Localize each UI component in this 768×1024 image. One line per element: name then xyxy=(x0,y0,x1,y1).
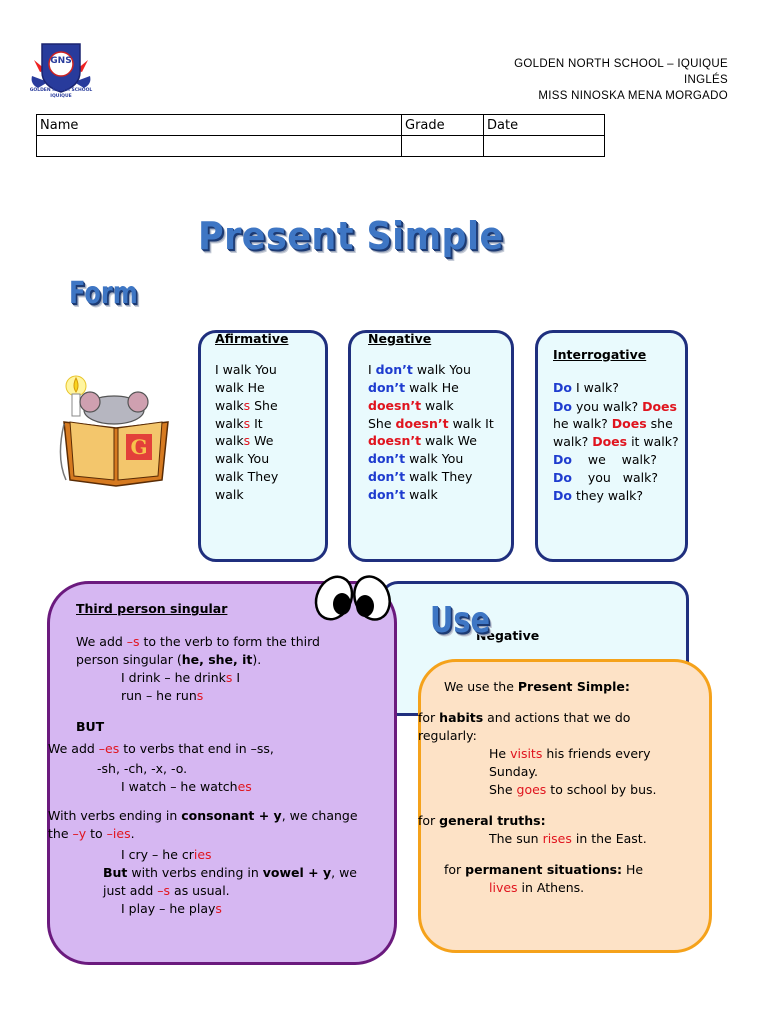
use-rule: for habits and actions that we do xyxy=(418,710,631,725)
svg-text:G: G xyxy=(130,435,148,459)
affirmative-line: walks She xyxy=(215,398,278,413)
use-heading: Use xyxy=(430,600,491,641)
affirmative-heading: Afirmative xyxy=(215,331,289,346)
use-rule: for permanent situations: He xyxy=(444,862,644,877)
negative-line: doesn’t walk xyxy=(368,398,454,413)
name-field[interactable] xyxy=(37,136,402,157)
example-text: I cry – he cries xyxy=(121,847,212,862)
use-example: Sunday. xyxy=(489,764,538,779)
example-text: I watch – he watches xyxy=(121,779,252,794)
school-logo xyxy=(26,38,96,106)
affirmative-line: walk You xyxy=(215,451,270,466)
cartoon-eyes-icon xyxy=(312,568,394,630)
interrogative-line: Do you walk? xyxy=(553,470,658,485)
affirmative-line: walk He xyxy=(215,380,265,395)
school-info xyxy=(514,56,728,104)
interrogative-line: Do you walk? Does xyxy=(553,399,677,414)
grade-field[interactable] xyxy=(402,136,484,157)
use-rule: regularly: xyxy=(418,728,477,743)
use-example: He visits his friends every xyxy=(489,746,651,761)
use-rule: for general truths: xyxy=(418,813,546,828)
use-intro: We use the Present Simple: xyxy=(444,679,630,694)
affirmative-line: walks We xyxy=(215,433,274,448)
example-text: I drink – he drinks I xyxy=(121,670,241,685)
negative-heading: Negative xyxy=(368,331,432,346)
page-title: Present Simple xyxy=(198,214,504,258)
date-field[interactable] xyxy=(484,136,605,157)
but-label: BUT xyxy=(76,719,105,734)
affirmative-line: I walk You xyxy=(215,362,277,377)
interrogative-heading: Interrogative xyxy=(553,347,647,362)
third-person-heading: Third person singular xyxy=(76,601,228,616)
rule-text: We add –es to verbs that end in –ss, xyxy=(48,741,274,756)
use-example: lives in Athens. xyxy=(489,880,585,895)
name-label: Name xyxy=(37,115,402,136)
rule-text: the –y to –ies. xyxy=(48,826,135,841)
affirmative-line: walk xyxy=(215,487,244,502)
use-example: She goes to school by bus. xyxy=(489,782,657,797)
rule-text: But with verbs ending in vowel + y, we xyxy=(103,865,357,880)
svg-text:GNS: GNS xyxy=(50,56,72,66)
date-label: Date xyxy=(484,115,605,136)
affirmative-line: walks It xyxy=(215,416,263,431)
subject-line: INGLÉS xyxy=(684,74,728,86)
interrogative-line: Do I walk? xyxy=(553,380,619,395)
use-background-label: Negative xyxy=(476,628,540,643)
form-heading: Form xyxy=(69,276,138,311)
use-example: The sun rises in the East. xyxy=(489,831,647,846)
student-info-table xyxy=(36,114,605,157)
interrogative-line: Do we walk? xyxy=(553,452,657,467)
grade-label: Grade xyxy=(402,115,484,136)
negative-line: don’t walk xyxy=(368,487,438,502)
negative-line: I don’t walk You xyxy=(368,362,471,377)
logo-caption: GOLDEN NORTH SCHOOL IQUIQUE xyxy=(29,88,93,99)
rule-text: just add –s as usual. xyxy=(103,883,230,898)
negative-line: doesn’t walk We xyxy=(368,433,477,448)
affirmative-line: walk They xyxy=(215,469,279,484)
negative-line: don’t walk You xyxy=(368,451,464,466)
rule-text: person singular (he, she, it). xyxy=(76,652,262,667)
mouse-reading-book-icon xyxy=(56,368,176,488)
example-text: run – he runs xyxy=(121,688,204,703)
interrogative-line: walk? Does it walk? xyxy=(553,434,679,449)
rule-text: -sh, -ch, -x, -o. xyxy=(97,761,188,776)
negative-line: don’t walk He xyxy=(368,380,459,395)
negative-line: don’t walk They xyxy=(368,469,473,484)
interrogative-line: he walk? Does she xyxy=(553,416,673,431)
negative-line: She doesn’t walk It xyxy=(368,416,494,431)
rule-text: With verbs ending in consonant + y, we change xyxy=(48,808,358,823)
school-name-line: GOLDEN NORTH SCHOOL – IQUIQUE xyxy=(514,58,728,70)
teacher-line: MISS NINOSKA MENA MORGADO xyxy=(538,90,728,102)
example-text: I play – he plays xyxy=(121,901,222,916)
interrogative-line: Do they walk? xyxy=(553,488,644,503)
rule-text: We add –s to the verb to form the third xyxy=(76,634,320,649)
use-box xyxy=(418,659,712,953)
